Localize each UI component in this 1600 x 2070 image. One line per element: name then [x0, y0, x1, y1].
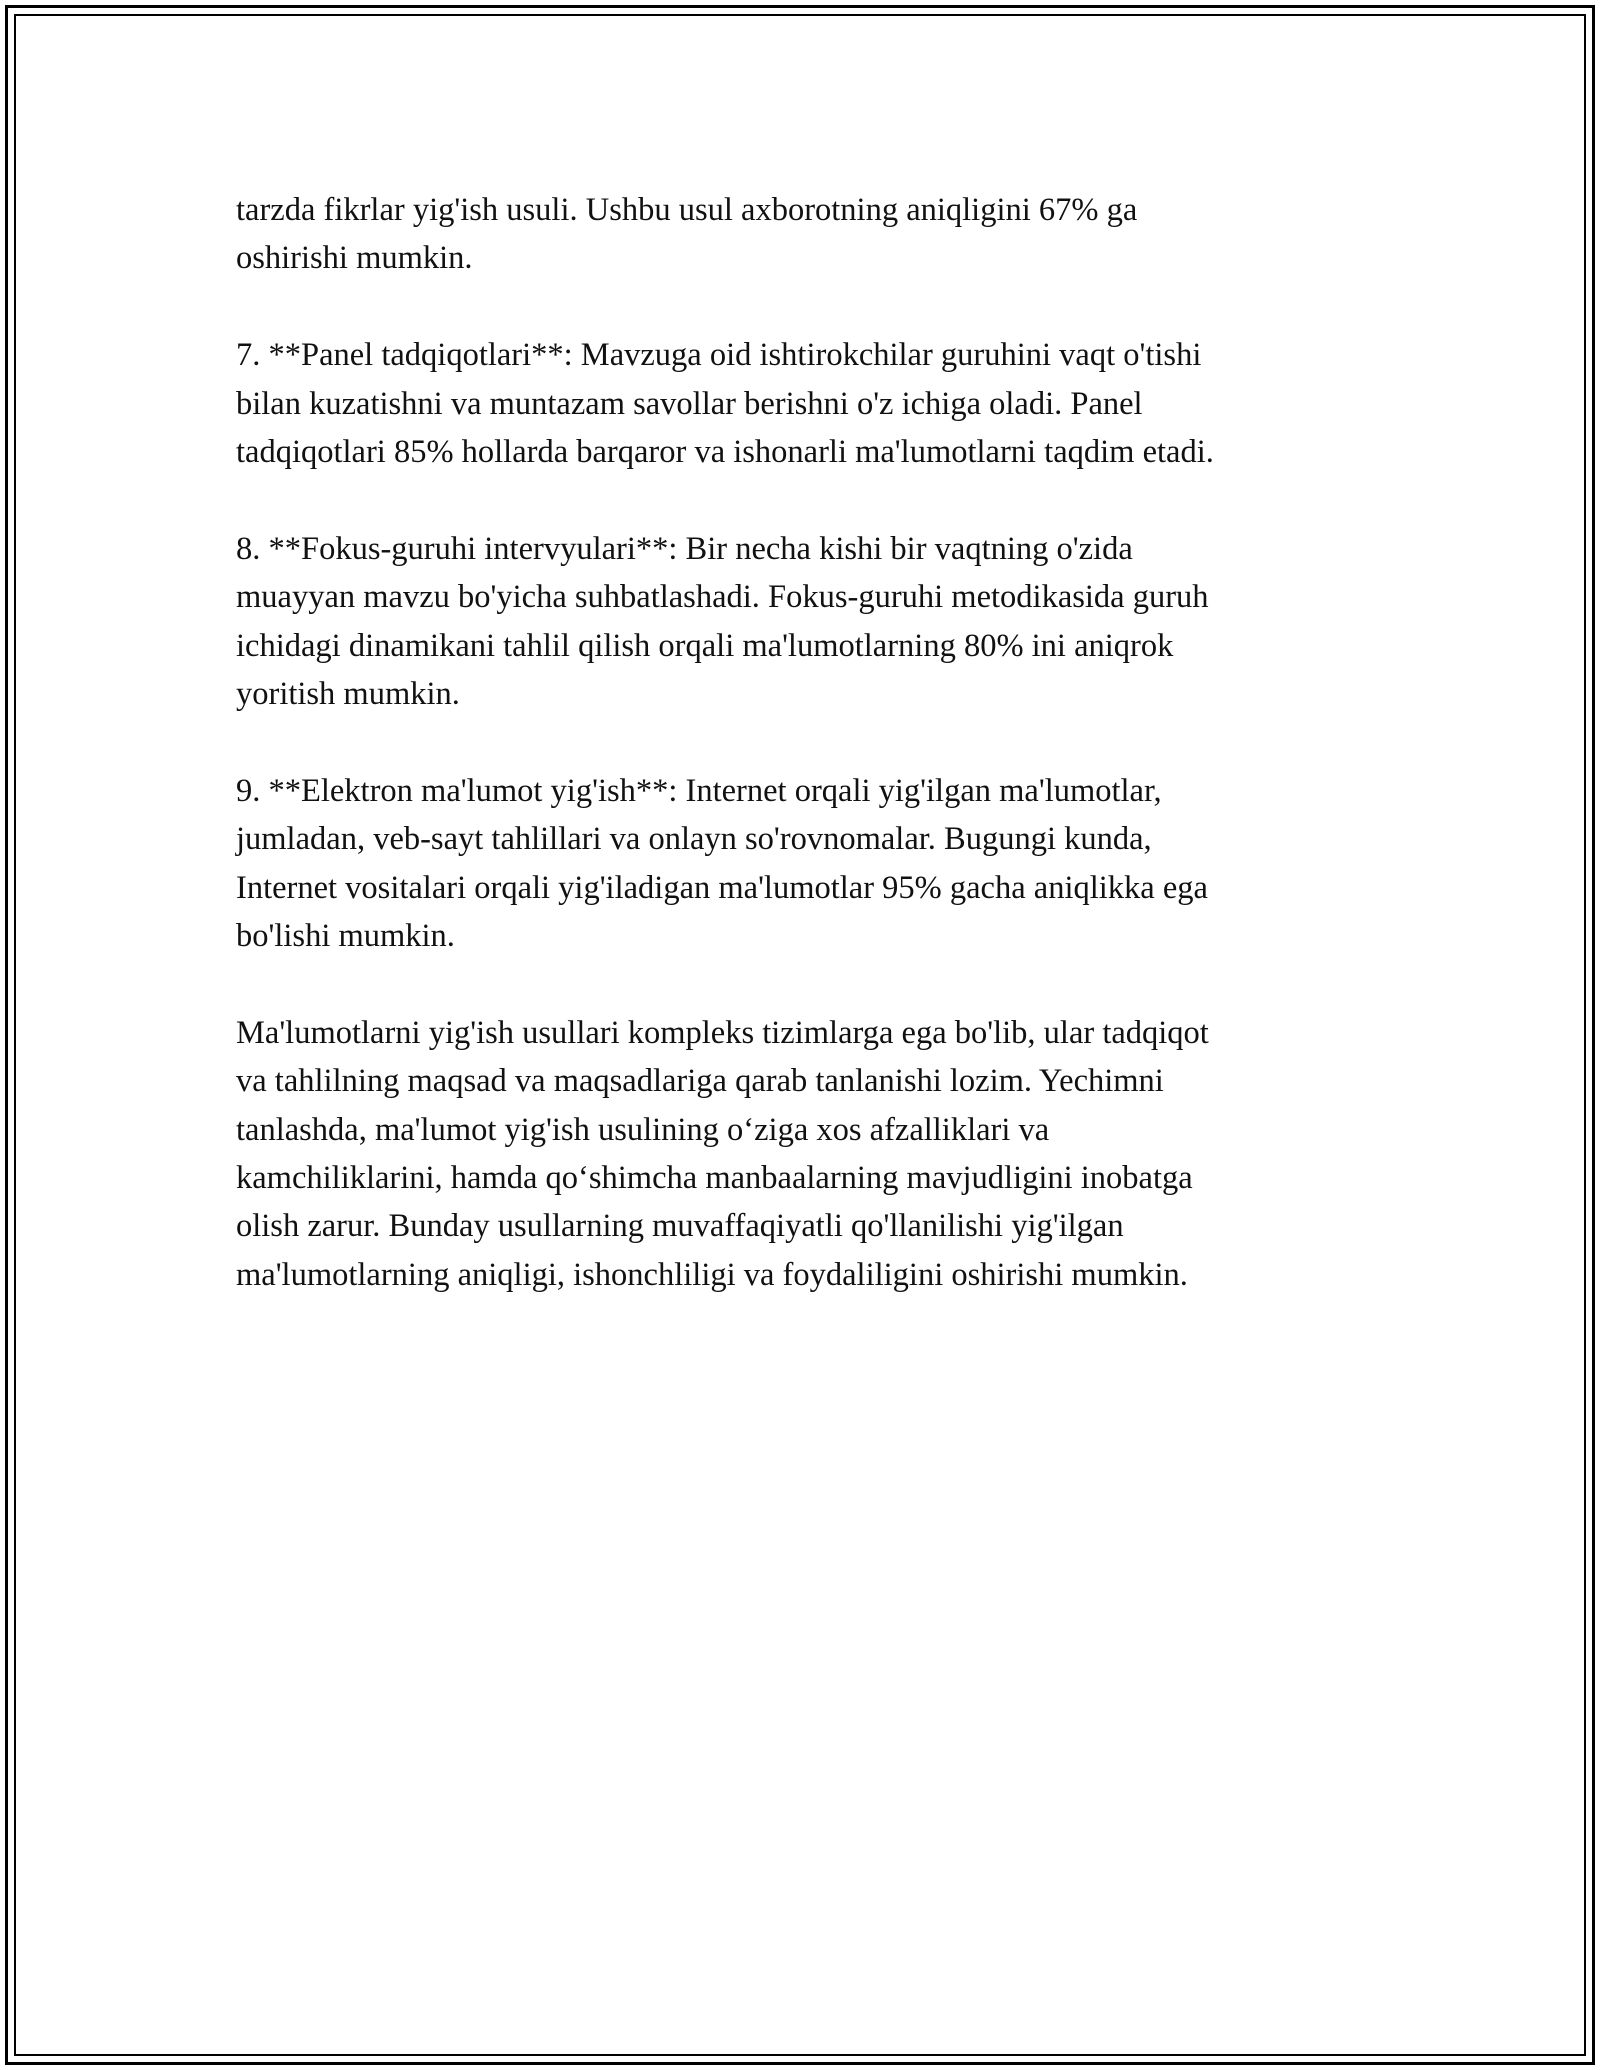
text-line: 9. **Elektron ma'lumot yig'ish**: Internet orqali yig'ilgan ma'lumotlar, — [236, 772, 1162, 809]
text-line: va tahlilning maqsad va maqsadlariga qarab tanlanishi lozim. Yechimni — [236, 1063, 1164, 1100]
paragraph-item-8 — [236, 525, 1366, 719]
text-line: oshirishi mumkin. — [236, 240, 473, 277]
text-line: tanlashda, ma'lumot yig'ish usulining o‘ziga xos afzalliklari va — [236, 1111, 1050, 1148]
text-line: Ma'lumotlarni yig'ish usullari kompleks tizimlarga ega bo'lib, ular tadqiqot — [236, 1014, 1209, 1051]
text-line: ma'lumotlarning aniqligi, ishonchliligi va foydaliligini oshirishi mumkin. — [236, 1256, 1188, 1293]
paragraph-item-9 — [236, 767, 1366, 961]
paragraph-item-7 — [236, 331, 1366, 476]
text-line: bilan kuzatishni va muntazam savollar berishni o'z ichiga oladi. Panel — [236, 385, 1143, 422]
text-line: tadqiqotlari 85% hollarda barqaror va ishonarli ma'lumotlarni taqdim etadi. — [236, 434, 1214, 471]
text-line: 7. **Panel tadqiqotlari**: Mavzuga oid ishtirokchilar guruhini vaqt o'tishi — [236, 337, 1202, 374]
text-line: tarzda fikrlar yig'ish usuli. Ushbu usul axborotning aniqligini 67% ga — [236, 192, 1138, 228]
text-line: muayyan mavzu bo'yicha suhbatlashadi. Fokus-guruhi metodikasida guruh — [236, 579, 1209, 616]
text-line: Internet vositalari orqali yig'iladigan ma'lumotlar 95% gacha aniqlikka ega — [236, 869, 1208, 906]
text-line: kamchiliklarini, hamda qo‘shimcha manbaalarning mavjudligini inobatga — [236, 1160, 1193, 1197]
document-body — [236, 186, 1366, 1348]
text-line: ichidagi dinamikani tahlil qilish orqali ma'lumotlarning 80% ini aniqrok — [236, 627, 1174, 664]
text-line: jumladan, veb-sayt tahlillari va onlayn so'rovnomalar. Bugungi kunda, — [236, 821, 1152, 858]
text-line: olish zarur. Bunday usullarning muvaffaqiyatli qo'llanilishi yig'ilgan — [236, 1208, 1124, 1245]
text-line: bo'lishi mumkin. — [236, 918, 455, 955]
paragraph-conclusion — [236, 1009, 1366, 1299]
text-line: yoritish mumkin. — [236, 676, 460, 713]
paragraph-intro-continuation — [236, 186, 1366, 283]
text-line: 8. **Fokus-guruhi intervyulari**: Bir necha kishi bir vaqtning o'zida — [236, 530, 1133, 567]
